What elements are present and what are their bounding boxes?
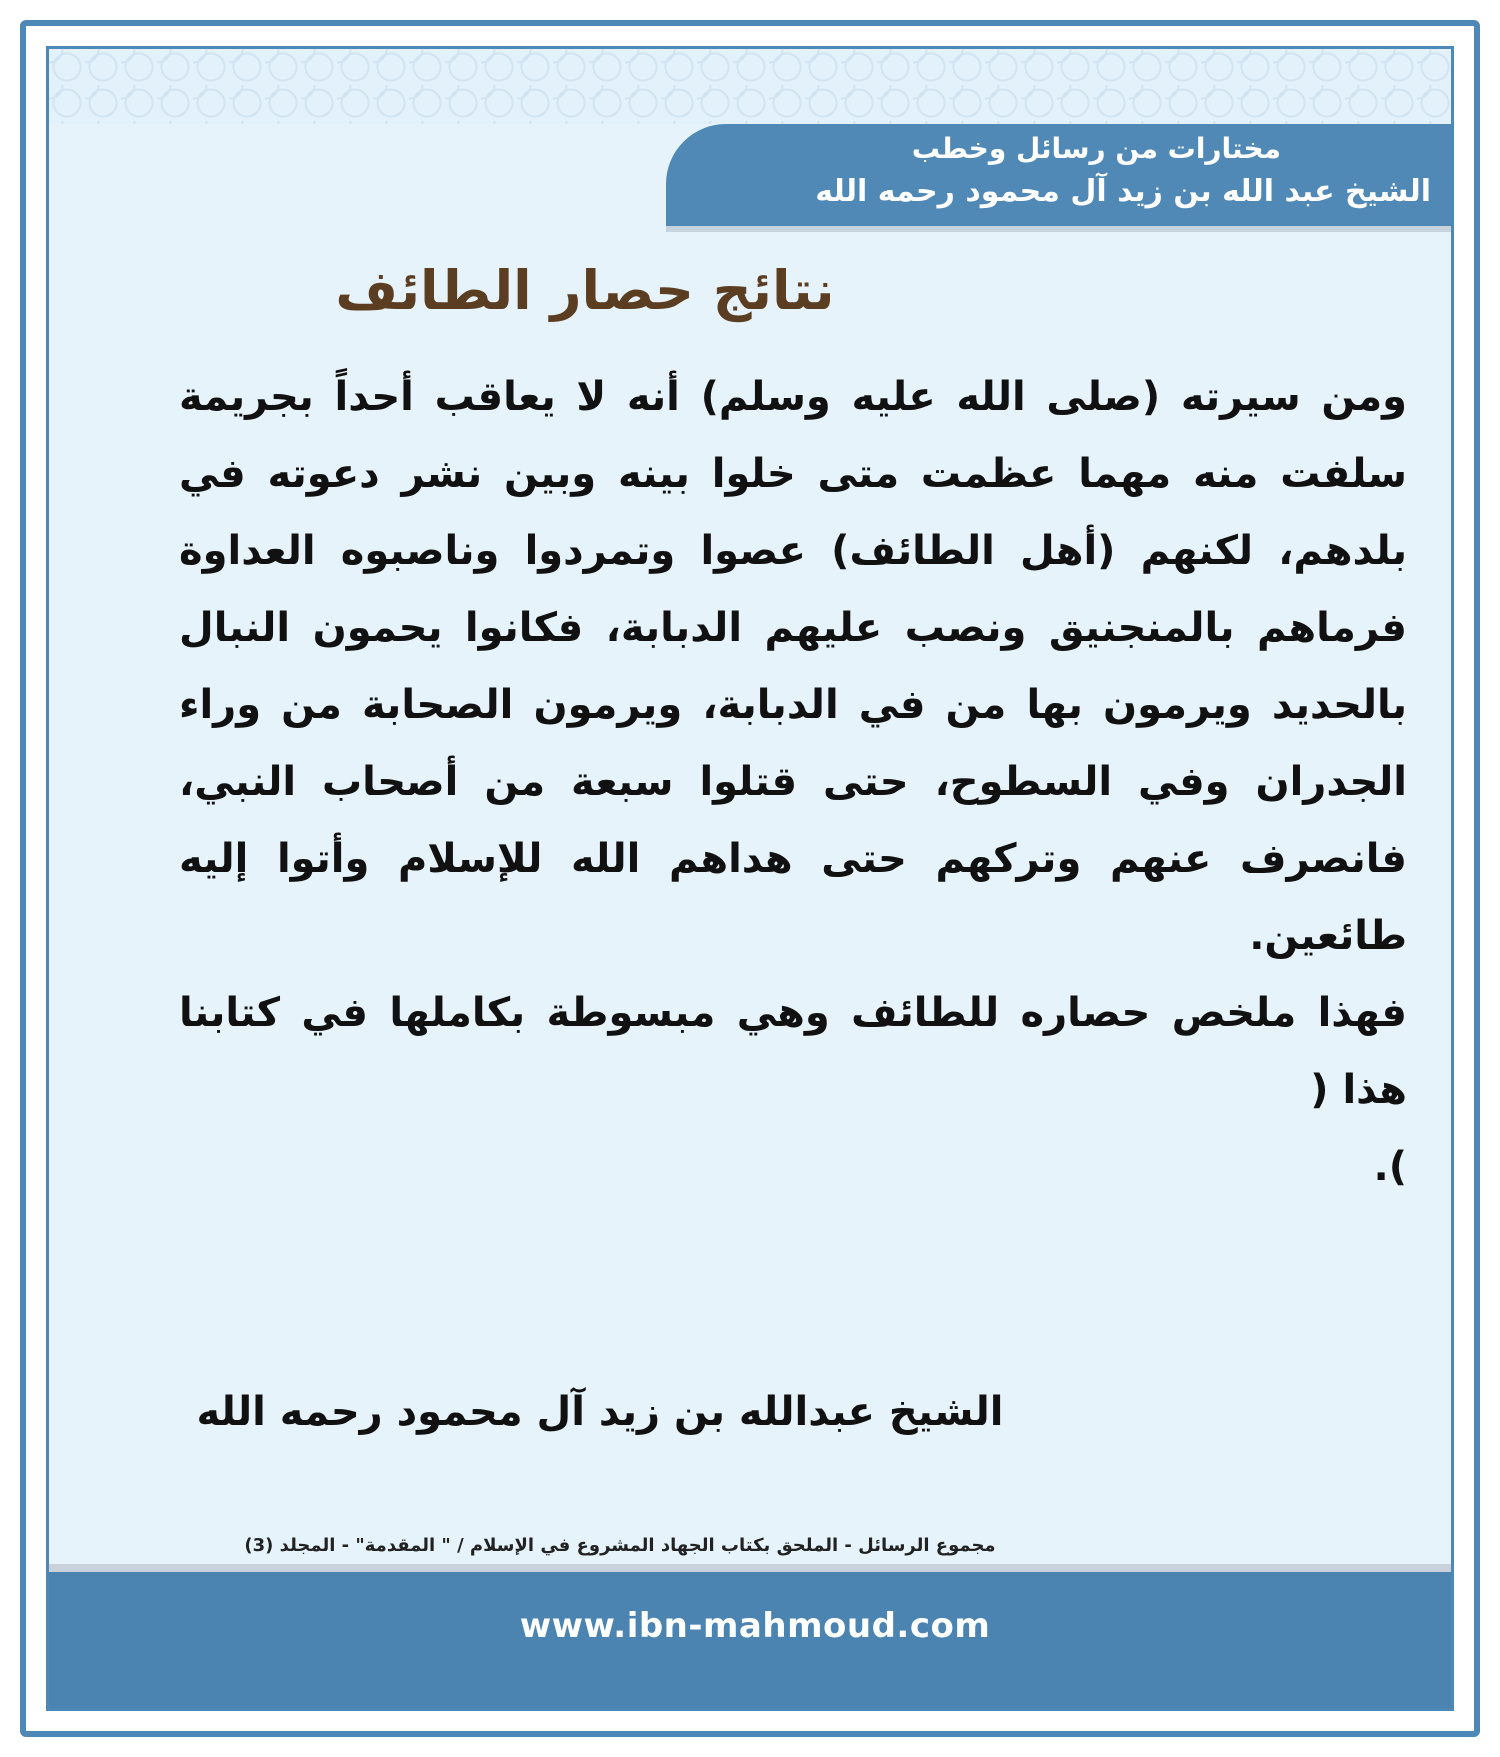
article-paragraph: ومن سيرته (صلى الله عليه وسلم) أنه لا يعاقب أحداً بجريمة سلفت منه مهما عظمت متى خلوا بينه وبين نشر دعوته في بلدهم، لكنهم (أهل الطائف) عصوا وتمردوا وناصبوه العداوة فرماهم بالمنجنيق ونصب عليهم الدبابة، فكانوا يحمون النبال بالحديد ويرمون بها من في الدبابة، ويرمون الصحابة من وراء الجدران وفي السطوح، حتى قتلوا سبعة من أصحاب النبي، فانصرف عنهم وتركهم حتى هداهم الله للإسلام وأتوا إليه طائعين. [179,374,1407,959]
author-signature: الشيخ عبدالله بن زيد آل محمود رحمه الله [196,1389,1004,1435]
header-banner [666,124,1451,226]
page-card [46,46,1454,1711]
decorative-pattern [49,49,1451,124]
header-subtitle: مختارات من رسائل وخطب [911,132,1281,165]
website-link[interactable]: www.ibn-mahmoud.com [519,1606,991,1646]
article-paragraph: فهذا ملخص حصاره للطائف وهي مبسوطة بكاملها في كتابنا هذا ( [179,990,1407,1113]
header-author: الشيخ عبد الله بن زيد آل محمود رحمه الله [815,174,1431,209]
article-body [179,359,1407,1206]
page-title [49,259,1451,322]
source-reference: مجموع الرسائل - الملحق بكتاب الجهاد المشروع في الإسلام / " المقدمة" - المجلد (3) [244,1535,996,1556]
page-title-text: نتائج حصار الطائف [335,259,835,322]
article-paragraph: ). [1373,1144,1407,1190]
footer-bar [49,1564,1451,1708]
outer-frame [20,20,1480,1737]
